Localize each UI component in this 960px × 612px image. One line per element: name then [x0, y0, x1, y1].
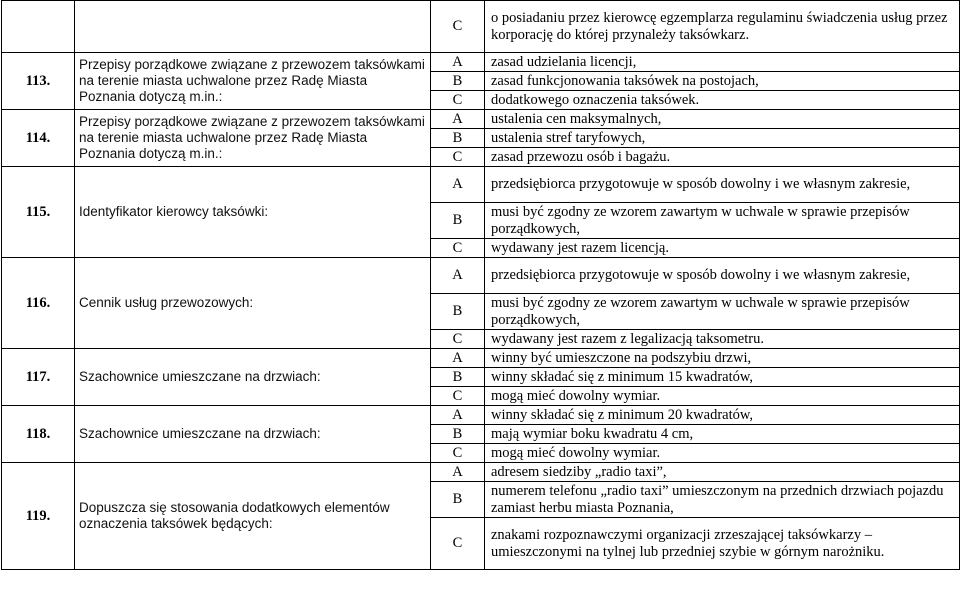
- answer-text: zasad udzielania licencji,: [485, 53, 960, 72]
- answer-letter: C: [431, 148, 485, 167]
- answer-text: wydawany jest razem z legalizacją taksometru.: [485, 330, 960, 349]
- answer-text: winny składać się z minimum 20 kwadratów,: [485, 406, 960, 425]
- answer-text: ustalenia cen maksymalnych,: [485, 110, 960, 129]
- answer-text: przedsiębiorca przygotowuje w sposób dowolny i we własnym zakresie,: [485, 258, 960, 294]
- question-text: [75, 1, 431, 53]
- question-text: Cennik usług przewozowych:: [75, 258, 431, 349]
- question-number: 113.: [2, 53, 75, 110]
- table-row: [2, 258, 960, 294]
- answer-text: dodatkowego oznaczenia taksówek.: [485, 91, 960, 110]
- table-row: [2, 167, 960, 203]
- answer-letter: A: [431, 349, 485, 368]
- answer-text: zasad funkcjonowania taksówek na postojach,: [485, 72, 960, 91]
- answer-letter: A: [431, 167, 485, 203]
- table-row: [2, 53, 960, 72]
- answer-text: musi być zgodny ze wzorem zawartym w uchwale w sprawie przepisów porządkowych,: [485, 294, 960, 330]
- answer-text: mogą mieć dowolny wymiar.: [485, 444, 960, 463]
- answer-text: winny być umieszczone na podszybiu drzwi,: [485, 349, 960, 368]
- answer-text: o posiadaniu przez kierowcę egzemplarza regulaminu świadczenia usług przez korporację do której przynależy taksówkarz.: [485, 1, 960, 53]
- answer-text: przedsiębiorca przygotowuje w sposób dowolny i we własnym zakresie,: [485, 167, 960, 203]
- answer-letter: C: [431, 1, 485, 53]
- question-text: Przepisy porządkowe związane z przewozem taksówkami na terenie miasta uchwalone przez Radę Miasta Poznania dotyczą m.in.:: [75, 53, 431, 110]
- answer-letter: C: [431, 387, 485, 406]
- answer-text: adresem siedziby „radio taxi”,: [485, 463, 960, 482]
- question-text: Dopuszcza się stosowania dodatkowych elementów oznaczenia taksówek będących:: [75, 463, 431, 570]
- question-number: 117.: [2, 349, 75, 406]
- answer-letter: A: [431, 406, 485, 425]
- answer-letter: A: [431, 53, 485, 72]
- question-number: 119.: [2, 463, 75, 570]
- answer-text: mogą mieć dowolny wymiar.: [485, 387, 960, 406]
- answer-letter: B: [431, 72, 485, 91]
- answer-letter: B: [431, 129, 485, 148]
- table-row: [2, 463, 960, 482]
- question-text: Identyfikator kierowcy taksówki:: [75, 167, 431, 258]
- answer-letter: C: [431, 518, 485, 570]
- question-number: 115.: [2, 167, 75, 258]
- exam-question-table: [1, 0, 960, 570]
- table-row: [2, 349, 960, 368]
- answer-letter: A: [431, 463, 485, 482]
- answer-text: winny składać się z minimum 15 kwadratów,: [485, 368, 960, 387]
- answer-letter: B: [431, 425, 485, 444]
- table-row: [2, 1, 960, 53]
- answer-letter: C: [431, 239, 485, 258]
- question-number: [2, 1, 75, 53]
- answer-letter: B: [431, 368, 485, 387]
- answer-letter: C: [431, 444, 485, 463]
- answer-text: wydawany jest razem licencją.: [485, 239, 960, 258]
- answer-letter: C: [431, 91, 485, 110]
- answer-letter: C: [431, 330, 485, 349]
- answer-text: musi być zgodny ze wzorem zawartym w uchwale w sprawie przepisów porządkowych,: [485, 203, 960, 239]
- answer-letter: B: [431, 294, 485, 330]
- answer-text: zasad przewozu osób i bagażu.: [485, 148, 960, 167]
- question-text: Szachownice umieszczane na drzwiach:: [75, 406, 431, 463]
- answer-letter: A: [431, 110, 485, 129]
- question-number: 114.: [2, 110, 75, 167]
- table-row: [2, 110, 960, 129]
- answer-text: znakami rozpoznawczymi organizacji zrzeszającej taksówkarzy – umieszczonymi na tylnej lub przedniej szybie w górnym narożniku.: [485, 518, 960, 570]
- question-number: 118.: [2, 406, 75, 463]
- answer-text: mają wymiar boku kwadratu 4 cm,: [485, 425, 960, 444]
- answer-text: numerem telefonu „radio taxi” umieszczonym na przednich drzwiach pojazdu zamiast herbu miasta Poznania,: [485, 482, 960, 518]
- answer-letter: A: [431, 258, 485, 294]
- answer-letter: B: [431, 482, 485, 518]
- question-text: Szachownice umieszczane na drzwiach:: [75, 349, 431, 406]
- answer-letter: B: [431, 203, 485, 239]
- question-number: 116.: [2, 258, 75, 349]
- question-text: Przepisy porządkowe związane z przewozem taksówkami na terenie miasta uchwalone przez Radę Miasta Poznania dotyczą m.in.:: [75, 110, 431, 167]
- answer-text: ustalenia stref taryfowych,: [485, 129, 960, 148]
- table-row: [2, 406, 960, 425]
